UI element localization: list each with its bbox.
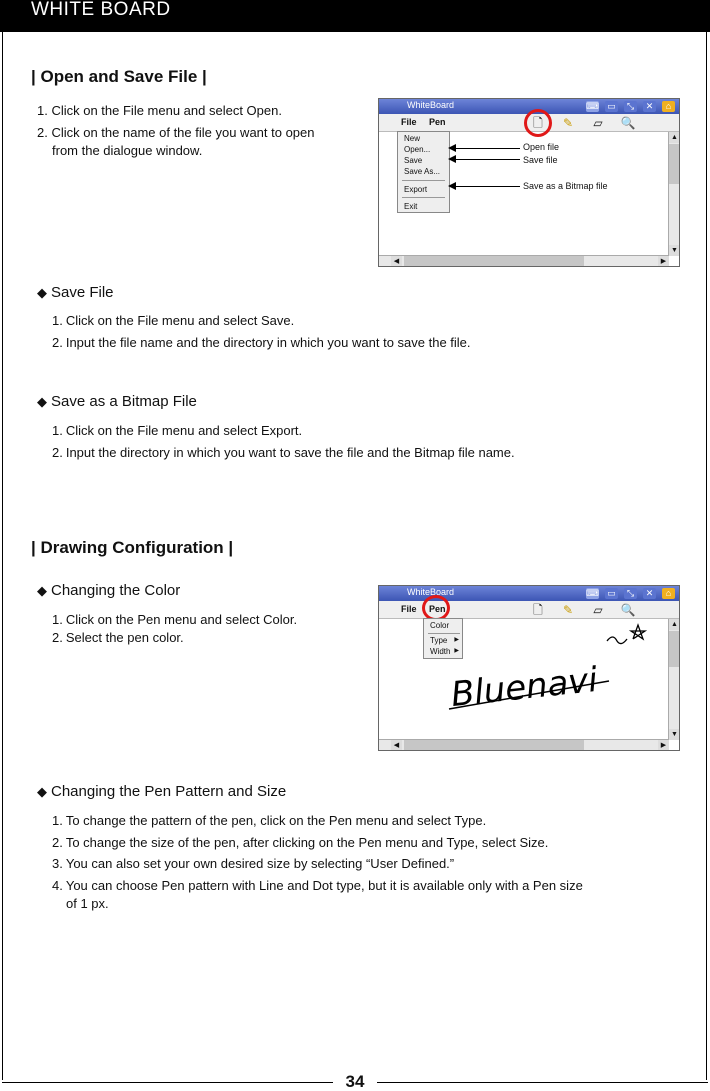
step-text: You can choose Pen pattern with Line and Dot type, but it is available only with a Pen size [65, 878, 583, 893]
step-text: Click on the File menu and select Save. [65, 313, 295, 328]
menu-item-export[interactable]: Export [404, 185, 428, 194]
step-number: 1. [52, 313, 63, 328]
submenu-arrow-icon: ▶ [454, 648, 459, 654]
save-file-step-1 [52, 313, 294, 329]
handwriting-canvas [439, 619, 664, 719]
callout-save-file: Save file [523, 155, 558, 165]
menu-item-color[interactable]: Color [430, 621, 450, 630]
vertical-scrollbar[interactable] [668, 619, 679, 740]
callout-arrow-export [448, 182, 456, 190]
scroll-up-icon[interactable]: ▲ [669, 132, 680, 143]
menu-file[interactable]: File [401, 117, 417, 127]
minimize-icon[interactable]: ▭ [605, 101, 618, 112]
open-save-step-1: 1. Click on the File menu and select Open. [37, 103, 282, 118]
save-bitmap-step-2 [52, 445, 515, 461]
scroll-right-icon[interactable]: ▶ [658, 256, 669, 267]
footer-line-left [2, 1082, 333, 1083]
scroll-left-icon[interactable]: ◀ [391, 256, 402, 267]
page-header-title: WHITE BOARD [31, 0, 171, 20]
horizontal-scrollbar[interactable] [379, 255, 669, 266]
change-color-heading [37, 582, 180, 599]
step-text: Click on the Pen menu and select Color. [65, 612, 298, 627]
home-icon[interactable]: ⌂ [662, 588, 675, 599]
pen-pattern-title: Changing the Pen Pattern and Size [51, 783, 287, 800]
change-color-step-1 [52, 612, 297, 628]
scroll-left-icon[interactable]: ◀ [391, 740, 402, 751]
submenu-arrow-icon: ▶ [454, 637, 459, 643]
file-dropdown-menu [397, 131, 450, 213]
scroll-down-icon[interactable]: ▼ [669, 729, 680, 740]
open-save-step-2: 2. Click on the name of the file you want to open [37, 125, 315, 140]
step-text: You can also set your own desired size by selecting “User Defined.” [65, 856, 455, 871]
save-file-heading [37, 284, 114, 301]
pen-pattern-step-4-cont: of 1 px. [66, 896, 109, 911]
step-text: To change the size of the pen, after clicking on the Pen menu and Type, select Size. [65, 835, 549, 850]
step-number: 2. [52, 445, 63, 460]
window-titlebar [379, 586, 679, 601]
magnifier-icon[interactable]: 🔍 [620, 603, 636, 617]
menu-separator [402, 197, 445, 198]
window-title: WhiteBoard [407, 100, 455, 110]
black-diamond-icon: ◆ [37, 394, 47, 409]
pen-pattern-step-2 [52, 835, 548, 851]
menu-pen[interactable]: Pen [429, 117, 446, 127]
scroll-right-icon[interactable]: ▶ [658, 740, 669, 751]
callout-line-export [456, 186, 520, 187]
pen-pattern-step-3 [52, 856, 454, 872]
horizontal-scrollbar[interactable] [379, 739, 669, 750]
section-title-open-save: | Open and Save File | [31, 67, 207, 86]
resize-icon[interactable]: ⤡ [624, 588, 637, 599]
scroll-thumb[interactable] [669, 631, 679, 667]
callout-save-bitmap: Save as a Bitmap file [523, 181, 608, 191]
home-icon[interactable]: ⌂ [662, 101, 675, 112]
scroll-thumb[interactable] [404, 740, 584, 750]
step-number: 1. [52, 612, 63, 627]
black-diamond-icon: ◆ [37, 285, 47, 300]
callout-line-open [456, 148, 520, 149]
step-number: 2. [52, 835, 63, 850]
scroll-thumb[interactable] [404, 256, 584, 266]
menu-item-width[interactable]: Width [430, 647, 451, 656]
save-bitmap-heading [37, 393, 197, 410]
section-title-drawing-config: | Drawing Configuration | [31, 538, 234, 557]
step-text: Click on the File menu and select Export. [65, 423, 303, 438]
step-text: Select the pen color. [65, 630, 184, 645]
step-number: 4. [52, 878, 63, 893]
pencil-icon[interactable]: ✎ [562, 116, 574, 130]
eraser-icon[interactable]: ▱ [593, 116, 603, 130]
close-icon[interactable]: ✕ [643, 588, 656, 599]
menu-item-save-as[interactable]: Save As... [404, 167, 441, 176]
step-number: 1. [52, 813, 63, 828]
keyboard-icon[interactable]: ⌨ [586, 588, 599, 598]
scribble-stroke [607, 625, 645, 644]
toolbar-highlight-circle [524, 109, 552, 137]
pen-pattern-heading [37, 783, 286, 800]
change-color-title: Changing the Color [51, 582, 181, 599]
whiteboard-screenshot-file-menu [378, 98, 680, 267]
menu-file[interactable]: File [401, 604, 417, 614]
step-text: Input the file name and the directory in which you want to save the file. [65, 335, 471, 350]
pencil-icon[interactable]: ✎ [562, 603, 574, 617]
step-number: 3. [52, 856, 63, 871]
magnifier-icon[interactable]: 🔍 [620, 116, 636, 130]
menu-separator [402, 180, 445, 181]
menu-item-exit[interactable]: Exit [404, 202, 418, 211]
scroll-up-icon[interactable]: ▲ [669, 619, 680, 630]
step-number: 2. [52, 630, 63, 645]
keyboard-icon[interactable]: ⌨ [586, 101, 599, 111]
black-diamond-icon: ◆ [37, 784, 47, 799]
save-bitmap-title: Save as a Bitmap File [51, 393, 197, 410]
change-color-step-2 [52, 630, 184, 646]
new-document-icon[interactable]: 🗋 [533, 603, 543, 617]
step-text: Input the directory in which you want to save the file and the Bitmap file name. [65, 445, 515, 460]
save-bitmap-step-1 [52, 423, 302, 439]
menu-item-save[interactable]: Save [404, 156, 423, 165]
whiteboard-screenshot-pen-menu [378, 585, 680, 751]
menu-item-new[interactable]: New [404, 134, 421, 143]
pen-pattern-step-1 [52, 813, 486, 829]
eraser-icon[interactable]: ▱ [593, 603, 603, 617]
callout-line-save [456, 159, 520, 160]
scroll-thumb[interactable] [669, 144, 679, 184]
callout-open-file: Open file [523, 142, 560, 152]
footer-line-right [377, 1082, 708, 1083]
handwritten-drawing-text: Bluenavi [449, 659, 600, 716]
callout-arrow-open [448, 144, 456, 152]
menu-item-open[interactable]: Open... [404, 145, 431, 154]
save-file-step-2 [52, 335, 471, 351]
page-number: 34 [333, 1072, 377, 1091]
step-number: 1. [52, 423, 63, 438]
open-save-step-2-cont: from the dialogue window. [52, 143, 203, 158]
step-text: To change the pattern of the pen, click on the Pen menu and select Type. [65, 813, 487, 828]
save-file-title: Save File [51, 284, 114, 301]
scroll-down-icon[interactable]: ▼ [669, 245, 680, 256]
menu-item-type[interactable]: Type [430, 636, 448, 645]
pen-pattern-step-4 [52, 878, 583, 894]
minimize-icon[interactable]: ▭ [605, 588, 618, 599]
window-title: WhiteBoard [407, 587, 455, 597]
step-number: 2. [52, 335, 63, 350]
new-document-icon[interactable]: 🗋 [533, 116, 543, 130]
vertical-scrollbar[interactable] [668, 132, 679, 256]
callout-arrow-save [448, 155, 456, 163]
menu-pen[interactable]: Pen [429, 604, 446, 614]
resize-icon[interactable]: ⤡ [624, 101, 637, 112]
close-icon[interactable]: ✕ [643, 101, 656, 112]
black-diamond-icon: ◆ [37, 583, 47, 598]
